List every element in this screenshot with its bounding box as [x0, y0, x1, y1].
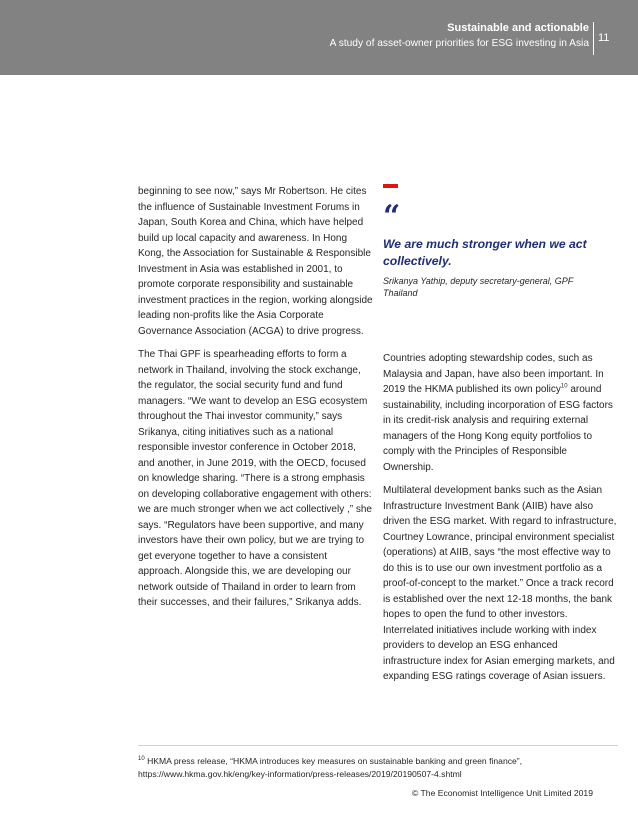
right-paragraph-1-start: Countries adopting stewardship codes, such as Malaysia and Japan, have also been important. In 2019 the HKMA published its own policy — [383, 353, 604, 395]
report-title: Sustainable and actionable — [447, 22, 589, 34]
footnote-text: HKMA press release, “HKMA introduces key measures on sustainable banking and green finance”, https://www.hkma.gov.hk/eng/key-information/press-releases/2019/20190507-4.shtml — [138, 756, 523, 779]
page-number: 11 — [598, 32, 610, 44]
footnote-divider — [138, 745, 618, 746]
header-divider — [593, 22, 594, 55]
footnote-reference[interactable]: 10 — [560, 383, 568, 390]
right-paragraph-1 — [383, 351, 618, 475]
copyright-notice: © The Economist Intelligence Unit Limited 2019 — [411, 788, 593, 798]
right-paragraph-2: Multilateral development banks such as the Asian Infrastructure Investment Bank (AIIB) have also driven the ESG market. With regard to infrastructure, Courtney Lowrance, principal environment specialist (operations) at AIIB, says “the most effective way to do this is to use our own investment portfolio as a proof-of-concept to the market.” Once a track record is established over the next 12-18 months, the bank hopes to open the fund to other investors. Interrelated initiatives include working with index providers to develop an ESG enhanced infrastructure index for Asian emerging markets, and expanding ESG ratings coverage of Asian issuers. — [383, 485, 617, 682]
left-paragraph-2: The Thai GPF is spearheading efforts to form a network in Thailand, involving the stock exchange, the regulator, the social security fund and fund managers. “We want to develop an ESG ecosystem throughout the Thai investor community,” says Srikanya, citing initiatives such as a national responsible investor conference in October 2018, and another, in June 2019, with the OECD, focused on knowledge sharing. “There is a strong emphasis on developing collaborative engagement with others: we are much stronger when we act collectively ,” she says. “Regulators have been supportive, and many investors have their own policy, but we are trying to get everyone together to have a consistent approach. Alongside this, we are developing our network outside of Thailand in order to learn from their successes, and their failures,” Srikanya adds. — [138, 349, 372, 608]
report-subtitle: A study of asset-owner priorities for ESG investing in Asia — [329, 38, 589, 49]
right-paragraph-1-end: around sustainability, including incorporation of ESG factors in its credit-risk analysis and requiring external managers of the Hong Kong equity portfolios to comply with the Principles of Responsible Ownership. — [383, 384, 613, 473]
footnote-marker: 10 — [138, 756, 145, 763]
pull-quote-accent-bar — [383, 184, 398, 188]
footnote — [138, 755, 608, 780]
pull-quote-text: We are much stronger when we act collectively. — [383, 237, 587, 268]
left-column — [138, 184, 373, 619]
pull-quote-attribution: Srikanya Yathip, deputy secretary-general, GPF Thailand — [383, 276, 574, 298]
left-paragraph-1: beginning to see now,” says Mr Robertson. He cites the influence of Sustainable Investment Forums in Japan, South Korea and China, which have helped build up local capacity and awareness. In Hong Kong, the Association for Sustainable & Responsible Investment in Asia was established in 2001, to promote corporate responsibility and sustainable investment practices in the region, working alongside leading non-profits like the Asia Corporate Governance Association (ACGA) to drive progress. — [138, 186, 373, 337]
right-column — [383, 351, 618, 693]
quote-mark-icon: “ — [383, 199, 401, 234]
